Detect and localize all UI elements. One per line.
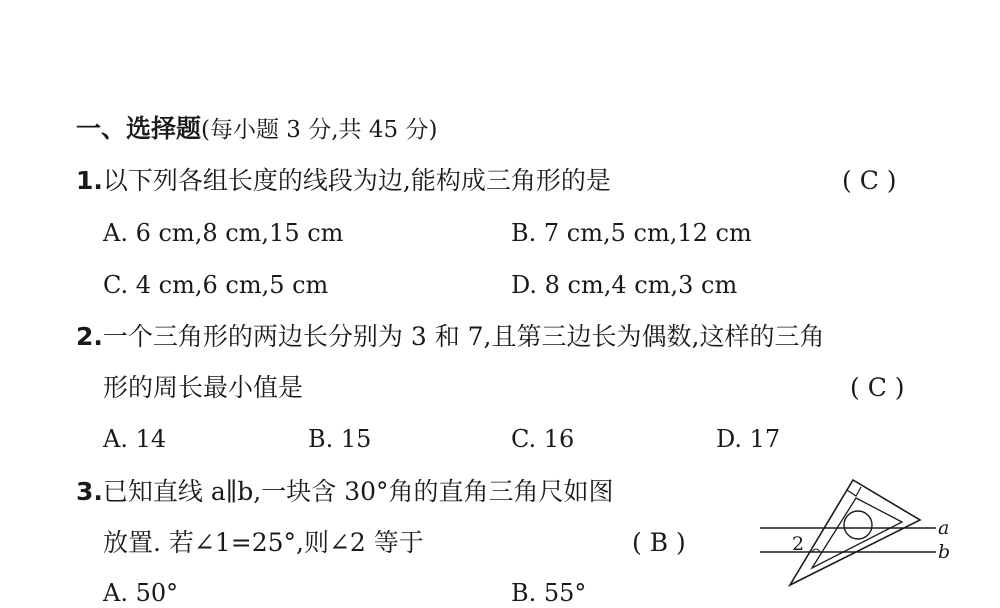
question-2 [76, 322, 824, 352]
question-text: 一个三角形的两边长分别为 3 和 7,且第三边长为偶数,这样的三角 [102, 322, 825, 351]
ruler-hole [844, 511, 872, 539]
option-d: D. 17 [716, 425, 781, 453]
label-a: a [938, 517, 950, 539]
section-note: (每小题 3 分,共 45 分) [201, 117, 438, 143]
triangle-ruler-figure [750, 470, 970, 600]
label-b: b [938, 541, 951, 563]
option-b: B. 55° [511, 579, 587, 607]
option-a: A. 14 [103, 425, 167, 453]
question-1-answer: ( C ) [842, 166, 897, 195]
question-3-line2: 放置. 若∠1=25°,则∠2 等于 [103, 528, 424, 557]
question-number: 3. [76, 477, 103, 506]
option-a: A. 50° [103, 579, 179, 607]
option-d: D. 8 cm,4 cm,3 cm [511, 271, 738, 299]
option-b: B. 7 cm,5 cm,12 cm [511, 219, 752, 247]
question-number: 1. [76, 166, 103, 195]
label-2: 2 [792, 533, 805, 555]
question-text: 以下列各组长度的线段为边,能构成三角形的是 [102, 166, 611, 195]
section-header [76, 114, 437, 145]
right-angle-mark [847, 487, 861, 496]
section-title: 一、选择题 [76, 114, 202, 143]
question-number: 2. [76, 322, 103, 351]
option-a: A. 6 cm,8 cm,15 cm [103, 219, 344, 247]
question-2-answer: ( C ) [850, 373, 905, 402]
ruler-inner-triangle [812, 498, 902, 568]
option-c: C. 4 cm,6 cm,5 cm [103, 271, 329, 299]
question-3-answer: ( B ) [632, 528, 686, 557]
question-3 [76, 477, 614, 507]
option-c: C. 16 [511, 425, 575, 453]
question-text: 已知直线 a∥b,一块含 30°角的直角三角尺如图 [102, 477, 614, 506]
option-b: B. 15 [308, 425, 372, 453]
question-2-line2: 形的周长最小值是 [103, 373, 304, 402]
question-1 [76, 166, 611, 196]
